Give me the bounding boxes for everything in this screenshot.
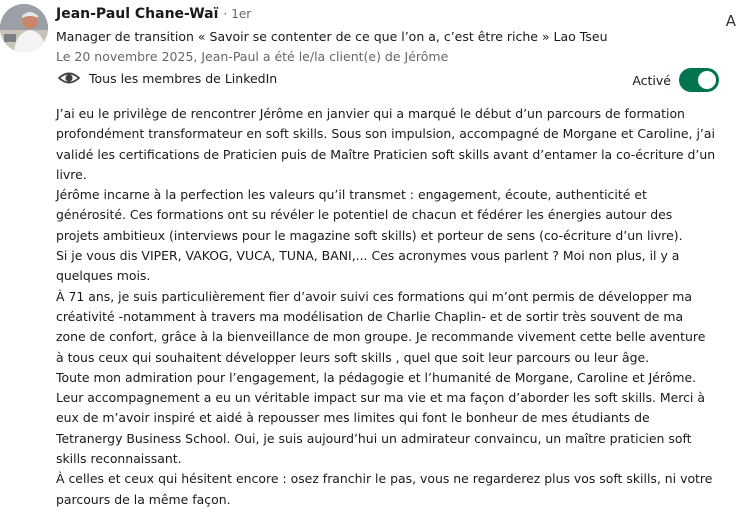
author-avatar[interactable] <box>0 4 48 52</box>
profile-photo <box>0 4 48 52</box>
recommendation-paragraph: Jérôme incarne à la perfection les valeurs qu’il transmet : engagement, écoute, authenticité et générosité. Ces formations ont su révéler le potentiel de chacun et fédérer les énergies autour des projets ambitieux (interviews pour le magazine soft skills) et porteur de sens (co-écriture d’un livre). <box>56 187 683 243</box>
toggle-knob <box>698 71 716 89</box>
connection-degree: 1er <box>231 7 252 21</box>
visibility-label: Tous les membres de LinkedIn <box>89 70 278 86</box>
toggle-label: Activé <box>632 72 671 88</box>
author-name-row <box>56 6 716 28</box>
eye-icon <box>58 70 80 86</box>
recommendation-paragraph: J’ai eu le privilège de rencontrer Jérôme en janvier qui a marqué le début d’un parcours de formation profondément transformateur en soft skills. Sous son impulsion, accompagné de Morgane et Caroline, j’ai validé les certifications de Praticien puis de Maître Praticien soft skills avant d’entamer la co-écriture d’un livre. <box>56 106 716 182</box>
edge-glyph: A <box>725 12 736 30</box>
separator-dot: · <box>223 7 228 21</box>
recommendation-paragraph: À celles et ceux qui hésitent encore : osez franchir le pas, vous ne regarderez plus vos soft skills, ni votre parcours de la même façon. <box>56 471 713 507</box>
visibility-toggle[interactable] <box>679 68 719 92</box>
recommendation-header <box>56 6 716 69</box>
relationship-date: Le 20 novembre 2025, Jean-Paul a été le/la client(e) de Jérôme <box>56 49 449 64</box>
recommendation-text <box>56 104 716 510</box>
author-name[interactable]: Jean-Paul Chane-Waï <box>56 6 219 22</box>
status-toggle-group <box>632 68 719 92</box>
author-headline: Manager de transition « Savoir se contenter de ce que l’on a, c’est être riche » Lao Tseu <box>56 29 608 44</box>
recommendation-paragraph: Si je vous dis VIPER, VAKOG, VUCA, TUNA, BANI,... Ces acronymes vous parlent ? Moi non plus, il y a quelques mois. <box>56 248 680 284</box>
recommendation-paragraph: À 71 ans, je suis particulièrement fier d’avoir suivi ces formations qui m’ont permis de développer ma créativité -notamment à travers ma modélisation de Charlie Chaplin- et de sortir très souvent de ma zone de confort, grâce à la bienveillance de mon groupe. Je recommande vivement cette belle aventure à tous ceux qui souhaitent développer leurs soft skills , quel que soit leur parcours ou leur âge. <box>56 288 706 365</box>
visibility-setting <box>58 70 277 86</box>
recommendation-paragraph: Toute mon admiration pour l’engagement, la pédagogie et l’humanité de Morgane, Caroline et Jérôme. Leur accompagnement a eu un véritable impact sur ma vie et ma façon d’aborder les soft skills. Merci à eux de m’avoir inspiré et aidé à repousser mes limites qui font le bonheur de mes étudiants de Tetranergy Business School. Oui, je suis aujourd’hui un admirateur convaincu, un maître praticien soft skills reconnaissant. <box>56 369 705 467</box>
